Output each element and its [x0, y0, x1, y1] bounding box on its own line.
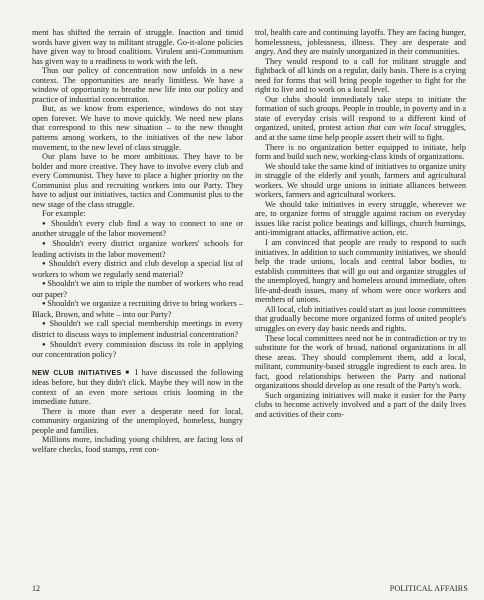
paragraph: There is no organization better equipped to initiate, help form and build such new, working-class kinds of organizations. [255, 142, 466, 162]
paragraph: There is more than ever a desperate need for local, community organizing of the unemployed, homeless, hungry people and families. [32, 406, 243, 435]
page-number: 12 [32, 584, 40, 593]
section-text: I have discussed the following ideas before, but they didn't click. Maybe they will now in the context of an even more serious crisis looming in the immediate future. [32, 367, 243, 407]
italic-run: that can win local [367, 123, 431, 133]
paragraph: Such organizing initiatives will make it easier for the Party clubs to become actively involved and a part of the daily lives and activities of their com- [255, 390, 466, 419]
square-bullet-icon: ■ [125, 369, 131, 376]
text-run: struggles, and at the same time help people assert their will to fight. [255, 123, 466, 143]
section-heading: NEW CLUB INITIATIVES [32, 369, 122, 377]
paragraph: We should take the same kind of initiatives to organize unity in struggle of the elderly and youth, farmers and agricultural workers. We should urge unions to initiate alliances between workers, farmers and agricultural workers. [255, 161, 466, 200]
paragraph: Our plans have to be more ambitious. They have to be bolder and more creative. They have to involve every club and every Communist. They have to place a higher priority on the Communist plus and recruiting workers into our Party. They have to adjust our initiatives, tactics and Communist plus to the new stage of the class struggle. [32, 152, 243, 209]
bullet-item: ● Shouldn't every club find a way to connect to one or another struggle of the labor movement? [32, 219, 243, 239]
paragraph: We should take initiatives in every struggle, wherever we are, to organize forms of struggle against racism on everyday issues like racist police beatings and killings, church burnings, anti-immigrant attacks, affirmative action, etc. [255, 199, 466, 238]
paragraph: All local, club initiatives could start as just loose committees that gradually become more organized forms of united people's struggles on every day basic needs and rights. [255, 304, 466, 333]
paragraph: For example: [42, 209, 86, 219]
paragraph: ment has shifted the terrain of struggle. Inaction and timid words have given way to militant struggle. Go-it-alone policies have given way to broad coalitions. Virulent anti-Communism has given way to a readiness to work with the left. [32, 28, 243, 66]
left-column [32, 28, 243, 576]
bullet-item: ● Shouldn't every district and club develop a special list of workers to whom we regularly send material? [32, 259, 243, 279]
paragraph: But, as we know from experience, windows do not stay open forever. We have to move quickly. We need new plans that correspond to this new situation – to the new thought patterns among workers, to the initiatives of the new labor movement, to the new level of class struggle. [32, 104, 243, 152]
text-run: Our clubs should immediately take steps to initiate the formation of such groups. People in trouble, in poverty and in a state of everyday crisis will respond to a different kind of organized, united, protest action [255, 94, 466, 133]
page-footer [32, 584, 468, 596]
bullet-item: ● Shouldn't every district organize workers' schools for leading activists in the labor movement? [32, 239, 243, 259]
paragraph: They would respond to a call for militant struggle and fightback of all kinds on a regular, daily basis. There is a crying need for forms that will bring people together to fight for the right to live and to work on a local level. [255, 56, 466, 95]
bullet-item: ● Shouldn't we aim to triple the number of workers who read our paper? [32, 279, 243, 299]
paragraph: Thus our policy of concentration now unfolds in a new context. The opportunities are nearly limitless. We have a window of opportunity to breathe new life into our policy and practice of industrial concentration. [32, 66, 243, 104]
bullet-item: ● Shouldn't we organize a recruiting drive to bring workers – Black, Brown, and white – into our Party? [32, 299, 243, 319]
paragraph [255, 95, 466, 143]
paragraph: These local committees need not be in contradiction or try to substitute for the work of broad, national organizations in all these areas. They should complement them, add a local, militant, community-based struggle ingredient to each area. In fact, good relationships between the Party and national organizations should develop as one result of the Party's work. [255, 333, 466, 391]
right-column [255, 28, 466, 576]
bullet-item: ● Shouldn't every commission discuss its role in applying our concentration policy? [32, 340, 243, 360]
paragraph: trol, health care and continuing layoffs. They are facing hunger, homelessness, joblessness, illness. They are desperate and angry. And they are mainly unorganized in their communities. [255, 28, 466, 57]
bullet-item: ● Shouldn't we call special membership meetings in every district to discuss ways to implement industrial concentration? [32, 319, 243, 339]
text-columns [32, 28, 466, 576]
paragraph: I am convinced that people are ready to respond to such initiatives. In addition to such community initiatives, we should help the trade unions, locals and central labor bodies, to establish committees that will go out and organize struggles of the unemployed, hungry and homeless around immediate, often life-and-death issues, many of whom were once workers and members of unions. [255, 238, 466, 305]
paragraph: Millions more, including young children, are facing loss of welfare checks, food stamps, rent con- [32, 435, 243, 454]
section-paragraph [32, 368, 243, 407]
journal-name: POLITICAL AFFAIRS [389, 584, 468, 593]
